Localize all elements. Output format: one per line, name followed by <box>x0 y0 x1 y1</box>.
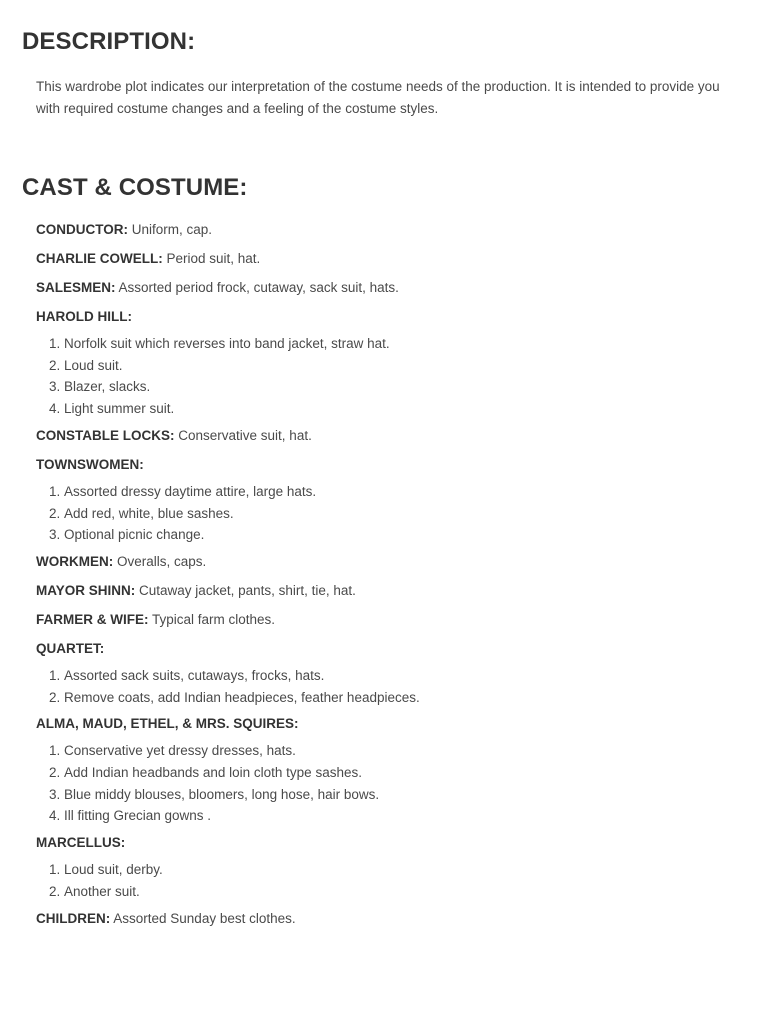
costume-change-item: 1. Conservative yet dressy dresses, hats. <box>64 740 736 762</box>
cast-entry <box>36 425 736 447</box>
costume-change-item: 1. Assorted dressy daytime attire, large hats. <box>64 481 736 503</box>
costume-change-list <box>36 665 736 708</box>
cast-role-name: CHILDREN: <box>36 910 111 926</box>
costume-change-item: 2. Add red, white, blue sashes. <box>64 503 736 525</box>
cast-entry <box>36 580 736 602</box>
description-heading: DESCRIPTION: <box>22 28 196 55</box>
cast-role-name: QUARTET: <box>36 640 105 656</box>
cast-role-name: CONDUCTOR: <box>36 222 128 237</box>
costume-change-list <box>36 481 736 546</box>
costume-change-list <box>36 740 736 827</box>
costume-change-item: 4. Light summer suit. <box>64 398 736 420</box>
costume-change-list <box>36 859 736 902</box>
cast-costume-desc: Assorted period frock, cutaway, sack suit, hats. <box>118 280 399 295</box>
cast-entry <box>36 551 736 573</box>
cast-role-name: TOWNSWOMEN: <box>36 456 144 472</box>
cast-costume-desc: Overalls, caps. <box>117 553 207 569</box>
costume-change-item: 3. Optional picnic change. <box>64 524 736 546</box>
costume-change-item: 4. Ill fitting Grecian gowns . <box>64 805 736 827</box>
costume-change-list <box>36 333 736 420</box>
cast-entry <box>36 832 736 854</box>
cast-entry <box>36 638 736 660</box>
cast-role-name: FARMER & WIFE: <box>36 611 149 627</box>
cast-role-name: MAYOR SHINN: <box>36 582 136 598</box>
cast-entry <box>36 306 736 328</box>
cast-entry <box>36 908 736 930</box>
costume-change-item: 1. Loud suit, derby. <box>64 859 736 881</box>
cast-role-name: WORKMEN: <box>36 553 114 569</box>
cast-entry <box>36 713 736 735</box>
costume-change-item: 2. Add Indian headbands and loin cloth type sashes. <box>64 762 736 784</box>
costume-change-item: 3. Blue middy blouses, bloomers, long hose, hair bows. <box>64 784 736 806</box>
costume-change-item: 2. Loud suit. <box>64 355 736 377</box>
costume-change-item: 2. Remove coats, add Indian headpieces, feather headpieces. <box>64 687 736 709</box>
cast-costume-desc: Assorted Sunday best clothes. <box>113 910 296 926</box>
cast-entry <box>36 277 736 299</box>
cast-role-name: CHARLIE COWELL: <box>36 251 163 266</box>
cast-costume-desc: Typical farm clothes. <box>152 611 276 627</box>
costume-change-item: 3. Blazer, slacks. <box>64 376 736 398</box>
cast-entry <box>36 454 736 476</box>
cast-entry <box>36 248 736 270</box>
cast-costume-heading: CAST & COSTUME: <box>22 174 248 201</box>
cast-list <box>36 219 736 937</box>
cast-role-name: MARCELLUS: <box>36 835 126 851</box>
cast-entry <box>36 219 736 241</box>
cast-costume-desc: Period suit, hat. <box>166 251 261 266</box>
costume-change-item: 1. Norfolk suit which reverses into band jacket, straw hat. <box>64 333 736 355</box>
costume-change-item: 2. Another suit. <box>64 881 736 903</box>
cast-entry <box>36 609 736 631</box>
cast-costume-desc: Cutaway jacket, pants, shirt, tie, hat. <box>139 582 356 598</box>
cast-costume-desc: Uniform, cap. <box>131 222 213 237</box>
cast-role-name: ALMA, MAUD, ETHEL, & MRS. SQUIRES: <box>36 716 299 732</box>
cast-role-name: CONSTABLE LOCKS: <box>36 427 175 443</box>
cast-costume-desc: Conservative suit, hat. <box>178 427 312 443</box>
description-text: This wardrobe plot indicates our interpretation of the costume needs of the production. It is intended to provide you with required costume changes and a feeling of the costume styles. <box>36 79 720 116</box>
costume-change-item: 1. Assorted sack suits, cutaways, frocks, hats. <box>64 665 736 687</box>
cast-role-name: HAROLD HILL: <box>36 309 132 324</box>
cast-role-name: SALESMEN: <box>36 280 116 295</box>
